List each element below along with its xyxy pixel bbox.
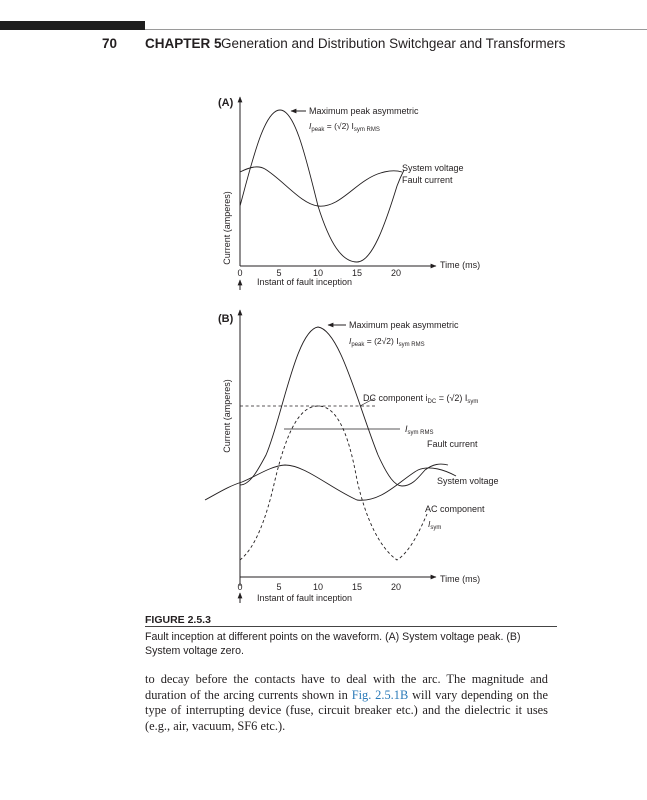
chapter-number: CHAPTER 5 (145, 36, 222, 51)
panel-b-ac-component-label: AC component (425, 504, 485, 514)
panel-a-label: (A) (218, 97, 234, 109)
body-text-end: will vary depending on the type of interrupting device (fuse, circuit breaker etc.) and the dielectric it uses (e.g., air, vacuum, SF6 etc.). (145, 687, 549, 733)
panel-a-x-axis-label: Time (ms) (440, 260, 481, 270)
panel-b-tick-15: 15 (351, 582, 363, 592)
panel-a-peak-formula: $I_{peak} = (√2)$ $I_{sym RMS}$ (309, 121, 380, 133)
panel-b-system-voltage-label: System voltage (437, 476, 499, 486)
body-paragraph (145, 672, 548, 734)
panel-b-fault-current-curve (240, 327, 448, 486)
panel-a-fault-current-label: Fault current (402, 175, 453, 185)
panel-b-fault-current-label: Fault current (427, 439, 478, 449)
panel-a-tick-20: 20 (390, 268, 402, 278)
panel-b-label: (B) (218, 313, 234, 325)
panel-a (218, 97, 480, 290)
panel-a-tick-15: 15 (351, 268, 363, 278)
panel-b-y-axis-label: Current (amperes) (222, 379, 232, 453)
figure-caption: Fault inception at different points on the waveform. (A) System voltage peak. (B) System voltage zero. (145, 631, 521, 657)
panel-a-peak-title: Maximum peak asymmetric (309, 106, 419, 116)
panel-b-dc-label: DC component $i_{DC} = (√2)$ $I_{sym}$ (363, 393, 479, 405)
panel-b-peak-title: Maximum peak asymmetric (349, 320, 459, 330)
panel-a-inception-label: Instant of fault inception (257, 277, 353, 287)
panel-b-tick-20: 20 (390, 582, 402, 592)
panel-a-system-voltage-label: System voltage (402, 163, 464, 173)
panel-b-x-axis-label: Time (ms) (440, 574, 481, 584)
page-number: 70 (102, 36, 118, 51)
panel-a-system-voltage-curve (240, 167, 402, 206)
body-text-start: to decay before the contacts have to deal with the arc. The magnitude and duration of the arcing currents shown in (145, 672, 548, 702)
panel-b-tick-10: 10 (312, 582, 324, 592)
panel-a-tick-10: 10 (312, 268, 324, 278)
panel-b-tick-5: 5 (276, 582, 282, 592)
panel-b-tick-0: 0 (237, 582, 243, 592)
panel-b-ac-isym-label: $I_{sym}$ (428, 519, 442, 531)
panel-a-tick-0: 0 (237, 268, 243, 278)
panel-b (205, 310, 499, 603)
figure-link[interactable]: Fig. 2.5.1B (351, 687, 409, 702)
panel-b-inception-label: Instant of fault inception (257, 593, 353, 603)
panel-b-isym-rms-label: $I_{sym RMS}$ (405, 424, 434, 436)
panel-a-tick-5: 5 (276, 268, 282, 278)
panel-a-y-axis-label: Current (amperes) (222, 191, 232, 265)
figure-label: FIGURE 2.5.3 (145, 614, 211, 626)
panel-b-peak-formula: $I_{peak} = (2√2)$ $I_{sym RMS}$ (349, 336, 425, 348)
figure-caption-rule (145, 626, 557, 627)
panel-b-system-voltage-curve (205, 465, 456, 500)
chapter-title: Generation and Distribution Switchgear and Transformers (221, 36, 566, 51)
